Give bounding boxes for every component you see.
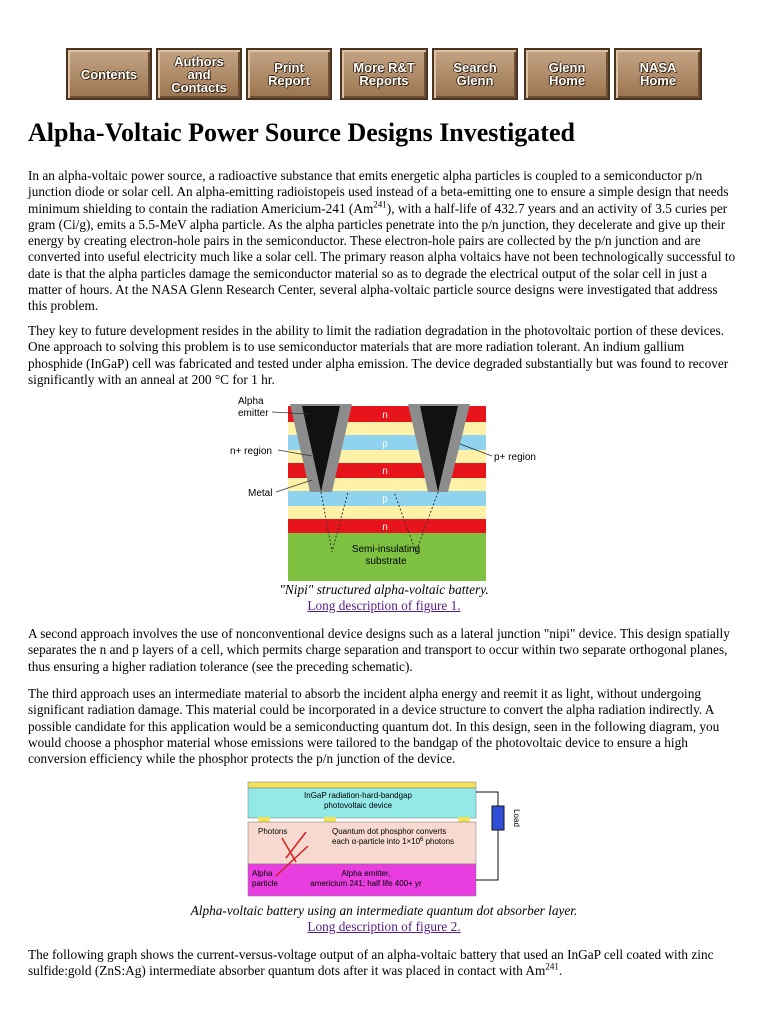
- load-icon: [492, 806, 504, 830]
- label-emitter: americium 241; half life 400+ yr: [310, 879, 422, 888]
- top-contact: [248, 782, 476, 788]
- layer-letter: n: [382, 410, 388, 421]
- layer-letter: p: [382, 494, 388, 505]
- label-photons: Photons: [258, 827, 288, 836]
- figure1-longdesc: [0, 598, 768, 614]
- nav-authors-button[interactable]: Authors and Contacts: [156, 48, 242, 100]
- nav-glenn-home-button[interactable]: Glenn Home: [524, 48, 610, 100]
- paragraph-graph-intro: [28, 947, 740, 980]
- i-layer: [288, 506, 486, 519]
- label-alpha-particle: Alpha: [252, 869, 273, 878]
- figure2-caption: Alpha-voltaic battery using an intermediate quantum dot absorber layer.: [190, 903, 578, 918]
- label-qd: each α-particle into $1\times 10^6$ photons: [332, 837, 455, 846]
- figure-nipi-diagram: [220, 392, 550, 582]
- paragraph-text: The following graph shows the current-versus-voltage output of an alpha-voltaic battery that used an InGaP cell coated with zinc sulfide:gold (ZnS:Ag) intermediate absorber quantum dots after it was placed in contact with Am: [28, 947, 714, 979]
- label-pv-device: photovoltaic device: [323, 801, 393, 810]
- paragraph-text: .: [558, 963, 563, 979]
- nav-nasa-home-button[interactable]: NASA Home: [614, 48, 702, 100]
- figure1-caption: "Nipi" structured alpha-voltaic battery.: [279, 582, 489, 597]
- figure-quantum-dot-diagram: [246, 780, 536, 898]
- layer-letter: p: [382, 439, 388, 450]
- load-circuit: [476, 792, 498, 880]
- nav-more-reports-button[interactable]: More R&T Reports: [340, 48, 428, 100]
- layer-letter: n: [382, 466, 388, 477]
- label-qd: Quantum dot phosphor converts: [332, 827, 447, 836]
- page-title: Alpha-Voltaic Power Source Designs Investigated: [28, 118, 575, 147]
- label-p-plus-region: p+ region: [494, 452, 536, 463]
- label-metal: Metal: [248, 488, 273, 499]
- figure2-longdesc: [0, 919, 768, 935]
- layer-letter: n: [382, 522, 388, 533]
- paragraph-intro: [28, 168, 740, 315]
- label-load: Load: [512, 809, 521, 827]
- label-alpha-emitter: Alpha: [238, 396, 264, 407]
- paragraph-text: In an alpha-voltaic power source, a radioactive substance that emits energetic alpha particles is coupled to a semiconductor p/n junction diode or solar cell. An alpha-emitting radioistopeis used instead of a beta-emitting one to ensure a simple design that needs minimum shielding to contain the radiation Americium-241 (Am: [28, 168, 729, 216]
- label-substrate: substrate: [365, 556, 407, 567]
- figure2-longdesc-link[interactable]: Long description of figure 2.: [307, 919, 461, 934]
- superscript: 241: [545, 961, 559, 972]
- nav-search-glenn-button[interactable]: Search Glenn: [432, 48, 518, 100]
- paragraph-text: ), with a half-life of 432.7 years and an activity of 3.5 curies per gram (Ci/g), emits a 5.5-MeV alpha particle. As the alpha particles penetrate into the p/n junction, they decelerate and give up their energy by creating electron-hole pairs in the semiconductor. These electron-hole pairs are collected by the p/n junction and are converted into useful electricity much like a solar cell. The primary reason alpha voltaics have not been technologically successful to date is that the alpha particles damage the semiconductor material so as to degrade the electrical output of the solar cell in just a matter of hours. At the NASA Glenn Research Center, several alpha-voltaic particle source designs were investigated that address this problem.: [28, 200, 736, 314]
- nav-contents-button[interactable]: Contents: [66, 48, 152, 100]
- paragraph-nipi: A second approach involves the use of nonconventional device designs such as a lateral junction "nipi" device. This design spatially separates the n and p layers of a cell, which permits charge separation and transport to occur within two separate orthogonal planes, thus ensuring a higher radiation tolerance (see the preceding schematic).: [28, 626, 730, 674]
- label-pv-device: InGaP radiation-hard-bandgap: [304, 791, 412, 800]
- label-n-plus-region: n+ region: [230, 446, 272, 457]
- figure1-longdesc-link[interactable]: Long description of figure 1.: [307, 598, 461, 613]
- paragraph-degradation: They key to future development resides in the ability to limit the radiation degradation in the photovoltaic portion of these devices. One approach to solving this problem is to use semiconductor materials that are more radiation tolerant. An indium gallium phosphide (InGaP) cell was fabricated and tested under alpha emission. The device degraded substantially but was found to recover significantly with an anneal at 200 °C for 1 hr.: [28, 323, 729, 387]
- paragraph-quantum-dot: The third approach uses an intermediate material to absorb the incident alpha energy and reemit it as light, without undergoing significant radiation damage. This material could be incorporated in a device structure to convert the alpha radiation indirectly. A possible candidate for this application would be a semiconducting quantum dot. In this design, seen in the following diagram, you would choose a phosphor material whose emissions were tailored to the bandgap of the photovoltaic device to ensure a high conversion efficiency while the phosphor protects the p/n junction of the device.: [28, 686, 720, 767]
- label-substrate: Semi-insulating: [351, 544, 421, 555]
- nav-print-report-button[interactable]: Print Report: [246, 48, 332, 100]
- label-emitter: Alpha emitter,: [341, 869, 391, 878]
- label-alpha-particle: particle: [252, 879, 278, 888]
- label-alpha-emitter: emitter: [238, 408, 269, 419]
- superscript: 241: [373, 199, 387, 210]
